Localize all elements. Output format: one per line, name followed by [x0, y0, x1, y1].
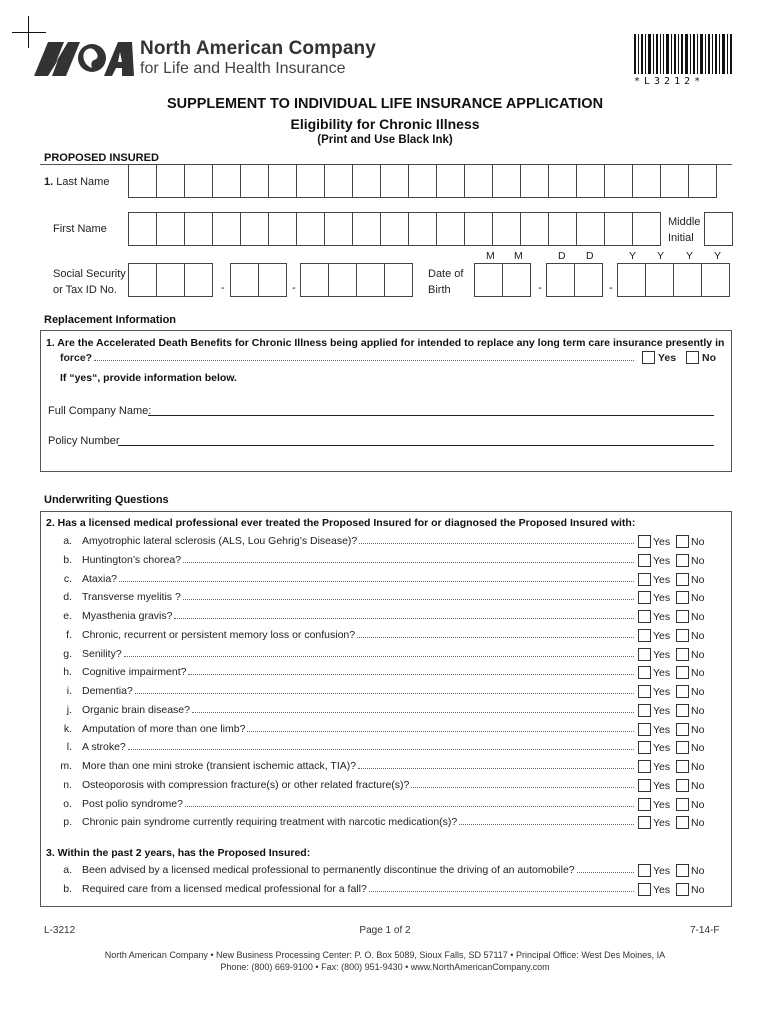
replacement-heading: Replacement Information [44, 314, 177, 326]
yes-checkbox[interactable] [638, 610, 651, 623]
question-item [54, 741, 636, 753]
leader-dots [357, 629, 634, 638]
ssn-box[interactable] [184, 263, 213, 297]
question-item-text: Cognitive impairment? [82, 666, 187, 679]
first-name-box[interactable] [492, 212, 521, 246]
question-item-text: Amputation of more than one limb? [82, 722, 246, 735]
first-name-box[interactable] [212, 212, 241, 246]
question-item [54, 864, 636, 876]
no-label: No [691, 761, 705, 773]
date-format-letter: M [486, 250, 495, 262]
yes-label: Yes [653, 779, 671, 792]
last-name-box[interactable] [632, 164, 661, 198]
no-checkbox[interactable] [676, 573, 689, 586]
middle-initial-box[interactable] [704, 212, 733, 246]
dob-box[interactable] [617, 263, 646, 297]
yes-checkbox[interactable] [638, 704, 651, 717]
no-label: No [691, 554, 705, 567]
question-item [54, 554, 636, 566]
ssn-box[interactable] [384, 263, 413, 297]
company-name-label: Full Company Name: [48, 405, 152, 417]
no-checkbox[interactable] [676, 723, 689, 736]
question-item-text: Osteoporosis with compression fracture(s) or other related fracture(s)? [82, 778, 410, 791]
first-name-box[interactable] [184, 212, 213, 246]
first-name-box[interactable] [324, 212, 353, 246]
no-label: No [691, 865, 705, 877]
question-item-text: Organic brain disease? [82, 703, 190, 716]
yes-checkbox[interactable] [638, 779, 651, 792]
question-item [54, 779, 636, 791]
last-name-box[interactable] [520, 164, 549, 198]
no-label: No [691, 798, 705, 811]
first-name-box[interactable] [408, 212, 437, 246]
date-format-letter: Y [686, 250, 694, 262]
last-name-box[interactable] [688, 164, 717, 198]
form-title: SUPPLEMENT TO INDIVIDUAL LIFE INSURANCE APPLICATION [166, 96, 604, 112]
registration-mark [28, 16, 29, 48]
yes-checkbox[interactable] [638, 685, 651, 698]
ssn-label-line1: Social Security [53, 268, 126, 280]
question-item-text: Amyotrophic lateral sclerosis (ALS, Lou Gehrig’s Disease)? [82, 535, 358, 547]
question-3: 3. Within the past 2 years, has the Proposed Insured: [46, 847, 311, 859]
policy-number-input[interactable] [118, 445, 714, 446]
no-label: No [691, 648, 705, 661]
ssn-label-line2: or Tax ID No. [53, 284, 117, 296]
question-item [54, 573, 636, 585]
replacement-question-line2: force? [60, 352, 636, 364]
dob-box[interactable] [701, 263, 730, 297]
last-name-box[interactable] [128, 164, 157, 198]
no-checkbox[interactable] [676, 554, 689, 567]
first-name-box[interactable] [268, 212, 297, 246]
question-item [54, 704, 636, 716]
replacement-yes-label: Yes [658, 352, 677, 364]
first-name-box[interactable] [296, 212, 325, 246]
question-item-letter: n. [63, 778, 72, 791]
ssn-dash: - [221, 282, 225, 294]
no-label: No [691, 611, 705, 623]
no-checkbox[interactable] [676, 629, 689, 642]
date-format-letter: M [514, 250, 523, 262]
ssn-box[interactable] [356, 263, 385, 297]
no-label: No [691, 629, 705, 642]
dob-label-line2: Birth [428, 284, 451, 296]
last-name-box[interactable] [464, 164, 493, 198]
question-item-letter: k. [63, 722, 72, 735]
first-name-box[interactable] [604, 212, 633, 246]
middle-initial-field[interactable] [704, 212, 732, 246]
question-item-letter: a. [63, 535, 72, 547]
no-label: No [691, 704, 705, 717]
question-item-text: Required care from a licensed medical professional for a fall? [82, 883, 367, 895]
question-item [54, 760, 636, 772]
first-name-box[interactable] [352, 212, 381, 246]
dob-dash: - [538, 282, 542, 294]
last-name-box[interactable] [240, 164, 269, 198]
no-checkbox[interactable] [676, 741, 689, 754]
no-label: No [691, 742, 705, 755]
question-item-text: Senility? [82, 647, 122, 660]
no-label: No [691, 536, 705, 548]
no-checkbox[interactable] [676, 816, 689, 829]
leader-dots [358, 760, 634, 769]
yes-checkbox[interactable] [638, 535, 651, 548]
first-name-box[interactable] [576, 212, 605, 246]
no-checkbox[interactable] [676, 648, 689, 661]
no-checkbox[interactable] [676, 704, 689, 717]
yes-label: Yes [653, 629, 671, 642]
date-format-letter: Y [629, 250, 637, 262]
ssn-field-part1[interactable] [128, 263, 212, 297]
replacement-question: 1. Are the Accelerated Death Benefits for Chronic Illness being applied for intended to replace any long term care insurance presently in [46, 337, 725, 349]
last-name-box[interactable] [604, 164, 633, 198]
no-checkbox[interactable] [676, 883, 689, 896]
last-name-box[interactable] [212, 164, 241, 198]
dob-box[interactable] [474, 263, 503, 297]
dob-box[interactable] [673, 263, 702, 297]
ssn-box[interactable] [156, 263, 185, 297]
company-contact: Phone: (800) 669-9100 • Fax: (800) 951-9430 • www.NorthAmericanCompany.com [220, 962, 550, 972]
first-name-box[interactable] [436, 212, 465, 246]
first-name-box[interactable] [240, 212, 269, 246]
company-logo [34, 38, 134, 76]
leader-dots [124, 648, 634, 657]
yes-label: Yes [653, 723, 671, 736]
question-item [54, 685, 636, 697]
dob-box[interactable] [574, 263, 603, 297]
question-item-letter: l. [66, 741, 72, 754]
date-format-letter: Y [657, 250, 665, 262]
question-item-text: Post polio syndrome? [82, 797, 183, 810]
first-name-box[interactable] [156, 212, 185, 246]
no-checkbox[interactable] [676, 610, 689, 623]
yes-label: Yes [653, 573, 671, 586]
leader-dots [183, 554, 634, 563]
leader-dots [119, 573, 634, 582]
dob-box[interactable] [502, 263, 531, 297]
no-checkbox[interactable] [676, 591, 689, 604]
ssn-box[interactable] [300, 263, 329, 297]
question-item [54, 610, 636, 622]
company-name: North American Company [140, 38, 376, 59]
no-label: No [691, 667, 705, 680]
leader-dots [577, 864, 634, 873]
yes-label: Yes [653, 592, 671, 605]
question-2: 2. Has a licensed medical professional ever treated the Proposed Insured for or diagnosed the Proposed Insured with: [46, 517, 636, 529]
first-name-label: First Name [53, 223, 107, 235]
yes-label: Yes [653, 536, 671, 548]
last-name-box[interactable] [492, 164, 521, 198]
ssn-dash: - [292, 282, 296, 294]
question-item-text: Ataxia? [82, 572, 118, 585]
ssn-box[interactable] [328, 263, 357, 297]
last-name-box[interactable] [436, 164, 465, 198]
first-name-box[interactable] [632, 212, 661, 246]
last-name-box[interactable] [156, 164, 185, 198]
ssn-box[interactable] [258, 263, 287, 297]
yes-label: Yes [653, 648, 671, 661]
dob-dash: - [609, 282, 613, 294]
leader-dots [174, 610, 634, 619]
yes-checkbox[interactable] [638, 648, 651, 661]
last-name-box[interactable] [660, 164, 689, 198]
replacement-no-label: No [702, 352, 716, 364]
leader-dots [135, 685, 634, 694]
no-label: No [691, 686, 705, 698]
question-item-text: Chronic, recurrent or persistent memory loss or confusion? [82, 628, 356, 641]
question-item [54, 798, 636, 810]
dob-month-field[interactable] [474, 263, 530, 297]
yes-checkbox[interactable] [638, 883, 651, 896]
question-item-text: Chronic pain syndrome currently requiring treatment with narcotic medication(s)? [82, 816, 458, 829]
no-label: No [691, 817, 705, 830]
dob-box[interactable] [546, 263, 575, 297]
question-item-letter: c. [63, 572, 72, 585]
last-name-box[interactable] [296, 164, 325, 198]
no-checkbox[interactable] [676, 666, 689, 679]
company-address: North American Company • New Business Processing Center: P. O. Box 5089, Sioux Falls, SD 57117 • Principal Office: West Des Moines, IA [104, 950, 666, 960]
underwriting-heading: Underwriting Questions [44, 494, 169, 506]
no-checkbox[interactable] [676, 535, 689, 548]
date-format-letter: D [586, 250, 594, 262]
policy-number-label: Policy Number [48, 435, 120, 447]
question-item-text: Transverse myelitis ? [82, 591, 181, 604]
yes-label: Yes [653, 817, 671, 830]
barcode [634, 34, 732, 74]
replacement-no-checkbox[interactable] [686, 351, 699, 364]
barcode-text: *L3212* [634, 76, 705, 87]
form-subtitle: Eligibility for Chronic Illness [290, 116, 480, 132]
dob-year-field[interactable] [617, 263, 729, 297]
yes-checkbox[interactable] [638, 573, 651, 586]
proposed-insured-heading: PROPOSED INSURED [44, 152, 159, 164]
question-item [54, 591, 636, 603]
no-checkbox[interactable] [676, 864, 689, 877]
ink-instruction: (Print and Use Black Ink) [317, 134, 453, 146]
yes-label: Yes [653, 686, 671, 698]
ssn-box[interactable] [128, 263, 157, 297]
registration-mark [12, 32, 46, 33]
dob-box[interactable] [645, 263, 674, 297]
ssn-field-part2[interactable] [230, 263, 286, 297]
yes-label: Yes [653, 667, 671, 680]
question-item-letter: f. [66, 628, 72, 641]
yes-checkbox[interactable] [638, 591, 651, 604]
question-item [54, 883, 636, 895]
no-label: No [691, 592, 705, 605]
leader-dots [188, 666, 634, 675]
yes-label: Yes [653, 798, 671, 811]
leader-dots [411, 779, 634, 788]
question-item-text: Been advised by a licensed medical professional to permanently discontinue the driving of an automobile? [82, 864, 575, 876]
dob-label-line1: Date of [428, 268, 464, 280]
question-item-letter: h. [63, 666, 72, 679]
yes-label: Yes [653, 704, 671, 717]
yes-label: Yes [653, 742, 671, 755]
question-item-letter: b. [63, 883, 72, 895]
last-name-box[interactable] [268, 164, 297, 198]
replacement-yes-checkbox[interactable] [642, 351, 655, 364]
company-name-input[interactable] [148, 415, 714, 416]
ssn-field-part3[interactable] [300, 263, 412, 297]
first-name-box[interactable] [464, 212, 493, 246]
company-tagline: for Life and Health Insurance [140, 60, 346, 77]
yes-checkbox[interactable] [638, 798, 651, 811]
no-checkbox[interactable] [676, 685, 689, 698]
dob-day-field[interactable] [546, 263, 602, 297]
last-name-box[interactable] [380, 164, 409, 198]
question-item-text: A stroke? [82, 741, 126, 754]
no-checkbox[interactable] [676, 760, 689, 773]
question-item-letter: i. [66, 685, 72, 697]
question-item-letter: a. [63, 864, 72, 876]
question-item [54, 666, 636, 678]
question-item-text: More than one mini stroke (transient ischemic attack, TIA)? [82, 760, 357, 772]
yes-checkbox[interactable] [638, 666, 651, 679]
question-item-letter: d. [63, 591, 72, 604]
yes-checkbox[interactable] [638, 741, 651, 754]
no-checkbox[interactable] [676, 798, 689, 811]
yes-checkbox[interactable] [638, 816, 651, 829]
replacement-followup: If “yes“, provide information below. [60, 372, 237, 384]
question-item-text: Dementia? [82, 685, 133, 697]
question-item [54, 629, 636, 641]
question-item-letter: g. [63, 647, 72, 660]
leader-dots [128, 741, 634, 750]
yes-label: Yes [653, 884, 671, 896]
question-item-letter: j. [66, 703, 72, 716]
no-label: No [691, 779, 705, 792]
date-format-letter: D [558, 250, 566, 262]
first-name-box[interactable] [380, 212, 409, 246]
ssn-box[interactable] [230, 263, 259, 297]
question-item-letter: b. [63, 553, 72, 566]
question-item-letter: p. [63, 816, 72, 829]
yes-label: Yes [653, 761, 671, 773]
yes-checkbox[interactable] [638, 864, 651, 877]
last-name-label: 1. Last Name [44, 176, 110, 188]
yes-label: Yes [653, 611, 671, 623]
question-item-text: Myasthenia gravis? [82, 610, 173, 622]
last-name-box[interactable] [352, 164, 381, 198]
last-name-box[interactable] [576, 164, 605, 198]
leader-dots [247, 723, 634, 732]
first-name-box[interactable] [548, 212, 577, 246]
yes-checkbox[interactable] [638, 723, 651, 736]
form-number: L-3212 [44, 925, 76, 936]
question-item [54, 816, 636, 828]
last-name-box[interactable] [548, 164, 577, 198]
yes-label: Yes [653, 865, 671, 877]
no-label: No [691, 723, 705, 736]
yes-checkbox[interactable] [638, 760, 651, 773]
last-name-field[interactable] [128, 164, 716, 198]
question-item [54, 648, 636, 660]
last-name-box[interactable] [408, 164, 437, 198]
leader-dots [192, 704, 634, 713]
last-name-box[interactable] [324, 164, 353, 198]
revision-code: 7-14-F [690, 925, 720, 936]
middle-initial-label-line1: Middle [668, 216, 701, 228]
question-item-letter: m. [60, 760, 72, 772]
leader-dots [185, 798, 634, 807]
first-name-field[interactable] [128, 212, 660, 246]
no-label: No [691, 573, 705, 586]
question-item [54, 535, 636, 547]
leader-dots [183, 591, 634, 600]
no-checkbox[interactable] [676, 779, 689, 792]
question-item-text: Huntington’s chorea? [82, 553, 182, 566]
no-label: No [691, 884, 705, 896]
yes-checkbox[interactable] [638, 629, 651, 642]
last-name-box[interactable] [184, 164, 213, 198]
first-name-box[interactable] [520, 212, 549, 246]
leader-dots [359, 535, 634, 544]
question-item-letter: e. [63, 610, 72, 622]
leader-dots [369, 883, 634, 892]
middle-initial-label-line2: Initial [668, 232, 694, 244]
leader-dots [459, 816, 634, 825]
yes-label: Yes [653, 554, 671, 567]
first-name-box[interactable] [128, 212, 157, 246]
yes-checkbox[interactable] [638, 554, 651, 567]
page-number: Page 1 of 2 [359, 925, 411, 936]
question-item [54, 723, 636, 735]
date-format-letter: Y [714, 250, 722, 262]
question-item-letter: o. [63, 797, 72, 810]
